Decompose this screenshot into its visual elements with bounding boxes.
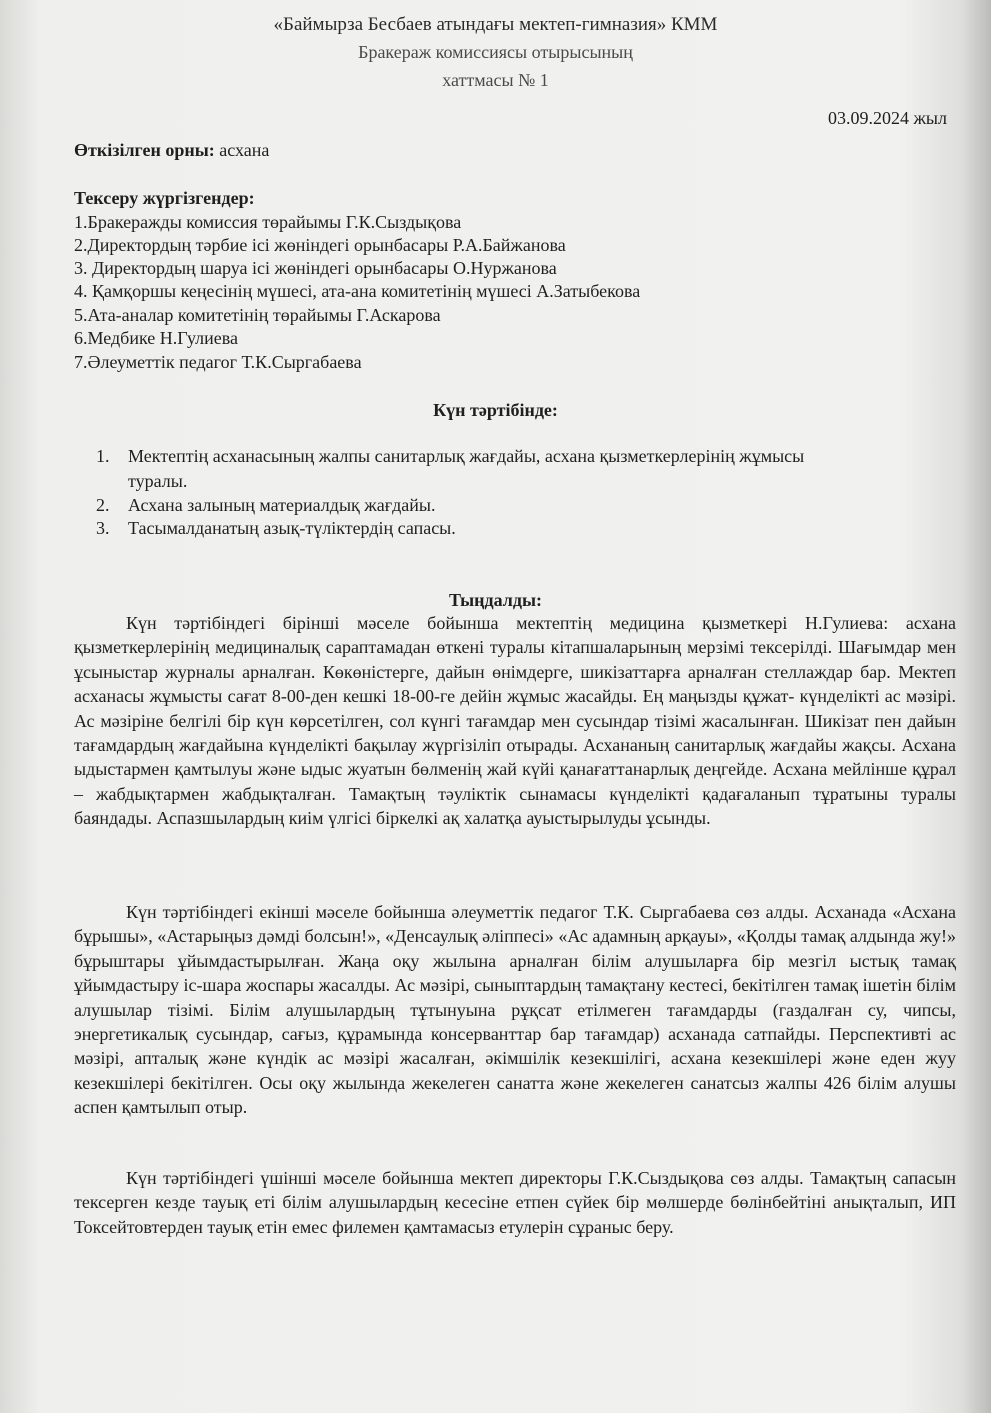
- heard-paragraph-first: Күн тәртібіндегі бірінші мәселе бойынша мектептің медицина қызметкері Н.Гулиева: асхана қызметкерлерінің медициналық сараптамадан өткені туралы кітапшаларының мерзімі тексерілді. Шағымдар мен ұсыныстар журналы арналған. Көкөністерге, дайын өнімдерге, шикізаттарға арналған стеллаждар бар. Мектеп асханасы жұмысты сағат 8-00-ден кешкі 18-00-ге дейін жұмыс жасайды. Ең маңызды құжат- күнделікті ас мәзірі. Ас мәзіріне белгілі бір күн көрсетілген, сол күнгі тағамдар мен сусындар тізімі жасалынған. Шикізат пен дайын тағамдардың жағдайына күнделікті бақылау жүргізіліп отырады. Асхананың санитарлық жағдайы жақсы. Асхана ыдыстармен қамтылуы және ыдыс жуатын бөлменің жай күйі қанағаттанарлық деңгейде. Асхана мейлінше құрал – жабдықтармен жабдықталған. Тамақтың тәуліктік сынамасы күнделікті қадағаланып тұратыны туралы баяндады. Аспазшылардың киім үлгісі біркелкі ақ халатқа ауыстырылуды ұсынды.: [74, 613, 956, 829]
- agenda-item-number: 1.: [96, 446, 110, 466]
- place-line: [74, 140, 269, 161]
- heard-heading: Тыңдалды:: [448, 590, 543, 610]
- inspector-item: 5.Ата-аналар комитетінің төрайымы Г.Аскарова: [74, 305, 441, 325]
- inspector-item: 2.Директордың тәрбие ісі жөніндегі орынбасары Р.А.Байжанова: [74, 235, 566, 255]
- inspectors-heading: Тексеру жүргізгендер:: [74, 188, 255, 208]
- header-protocol-number: хаттмасы № 1: [442, 70, 549, 90]
- inspector-item: 4. Қамқоршы кеңесінің мүшесі, ата-ана комитетінің мүшесі А.Затыбекова: [74, 281, 641, 301]
- header-commission: Бракераж комиссиясы отырысының: [358, 42, 633, 62]
- agenda-item: [96, 446, 804, 467]
- inspector-item: 7.Әлеуметтік педагог Т.К.Сыргабаева: [74, 352, 362, 372]
- agenda-item: [96, 495, 435, 516]
- protocol-date: 03.09.2024 жыл: [827, 108, 947, 128]
- agenda-item: [96, 518, 456, 539]
- inspector-item: 6.Медбике Н.Гулиева: [74, 328, 239, 348]
- agenda-item-text: Тасымалданатың азық-түліктердің сапасы.: [128, 518, 456, 538]
- agenda-item-number: 2.: [96, 495, 110, 515]
- page-edge-shadow: [961, 0, 991, 1413]
- heard-paragraph-third: Күн тәртібіндегі үшінші мәселе бойынша мектеп директоры Г.К.Сыздықова сөз алды. Тамақтың сапасын тексерген кезде тауық еті білім алушылардың кесесіне етпен сүйек бір мөлшерде бөлінбейтіні анықталып, ИП Токсейтовтерден тауық етін емес филемен қамтамасыз етулерін сұраныс беру.: [74, 1168, 956, 1237]
- place-value: асхана: [214, 140, 270, 160]
- agenda-item-text: Асхана залының материалдық жағдайы.: [128, 495, 436, 515]
- agenda-item-text: туралы.: [128, 471, 188, 491]
- inspector-item: 1.Бракеражды комиссия төрайымы Г.К.Сыздықова: [74, 212, 462, 232]
- inspector-item: 3. Директордың шаруа ісі жөніндегі орынбасары О.Нуржанова: [74, 258, 557, 278]
- agenda-heading: Күн тәртібінде:: [433, 400, 558, 420]
- agenda-item-continuation: [96, 471, 187, 492]
- heard-paragraph-second: Күн тәртібіндегі екінші мәселе бойынша әлеуметтік педагог Т.К. Сыргабаева сөз алды. Асханада «Асхана бұрышы», «Астарыңыз дәмді болсын!», «Денсаулық әліппесі» «Ас адамның арқауы», «Қолды тамақ алдында жу!» бұрыштары ұйымдастырылған. Жаңа оқу жылына арналған білім алушыларға бір мезгіл ыстық тамақ ұйымдастыру іс-шара жоспары жасалды. Ас мәзірі, сыныптардың тамақтану кестесі, бекітілген тамақ ішетін білім алушылар тізімі. Білім алушылардың тұтынуына рұқсат етілмеген тағамдарды (газдалған су, чипсы, энергетикалық сусындар, сағыз, құрамында консерванттар бар тағамдар) асханада сатпайды. Перспективті ас мәзірі, апталық және күндік ас мәзірі жасалған, әкімшілік кезекшілігі, асхана кезекшілері және еден жуу кезекшілері бекітілген. Осы оқу жылында жекелеген санатта және жекелеген санатсыз жалпы 426 білім алушы аспен қамтылып отыр.: [74, 902, 956, 1118]
- agenda-item-number: 3.: [96, 518, 110, 538]
- header-school-name: «Баймырза Бесбаев атындағы мектеп-гимназия» КММ: [273, 14, 718, 35]
- agenda-item-text: Мектептің асханасының жалпы санитарлық жағдайы, асхана қызметкерлерінің жұмысы: [128, 446, 805, 466]
- place-label: Өткізілген орны:: [74, 140, 215, 160]
